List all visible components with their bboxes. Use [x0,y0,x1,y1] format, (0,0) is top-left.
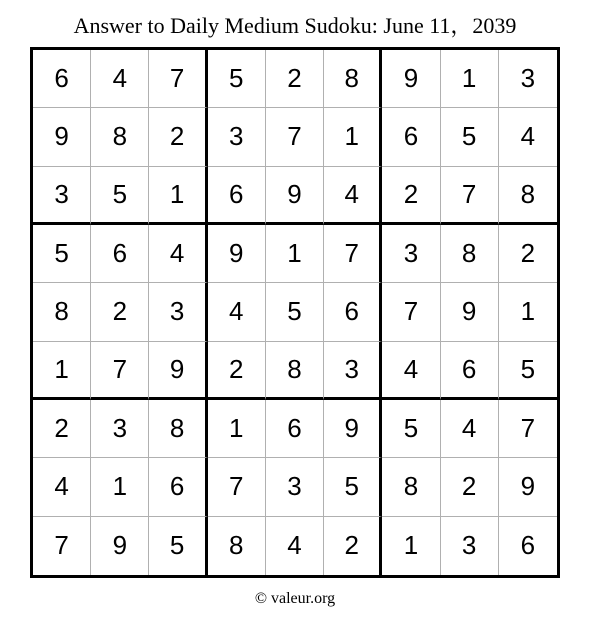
sudoku-cell: 1 [149,167,207,225]
sudoku-cell: 7 [91,342,149,400]
sudoku-cell: 4 [441,400,499,458]
sudoku-cell: 7 [382,283,440,341]
sudoku-cell: 1 [382,517,440,575]
sudoku-cell: 8 [499,167,557,225]
sudoku-cell: 4 [149,225,207,283]
sudoku-cell: 7 [208,458,266,516]
sudoku-cell: 7 [324,225,382,283]
sudoku-cell: 9 [33,108,91,166]
sudoku-cell: 6 [33,50,91,108]
sudoku-cell: 2 [91,283,149,341]
sudoku-cell: 5 [382,400,440,458]
sudoku-cell: 6 [91,225,149,283]
sudoku-cell: 3 [382,225,440,283]
sudoku-cell: 1 [266,225,324,283]
sudoku-cell: 6 [324,283,382,341]
sudoku-cell: 4 [33,458,91,516]
sudoku-cell: 9 [91,517,149,575]
sudoku-cell: 8 [441,225,499,283]
sudoku-cell: 7 [149,50,207,108]
sudoku-cell: 5 [208,50,266,108]
sudoku-cell: 2 [382,167,440,225]
sudoku-cell: 5 [266,283,324,341]
sudoku-cell: 1 [33,342,91,400]
copyright-footer: © valeur.org [254,590,336,607]
sudoku-cell: 6 [520,530,536,561]
sudoku-cell: 5 [91,167,149,225]
sudoku-cell: 4 [382,342,440,400]
sudoku-cell: 8 [208,517,266,575]
sudoku-cell: 8 [382,458,440,516]
sudoku-cell: 6 [149,458,207,516]
sudoku-cell: 8 [33,283,91,341]
sudoku-cell: 3 [91,400,149,458]
sudoku-cell: 8 [91,108,149,166]
sudoku-cell: 9 [324,400,382,458]
sudoku-cell: 2 [266,50,324,108]
sudoku-cell: 5 [441,108,499,166]
sudoku-cell: 2 [441,458,499,516]
sudoku-cell: 1 [441,50,499,108]
sudoku-cell: 4 [324,167,382,225]
sudoku-cell: 9 [382,50,440,108]
sudoku-cell: 1 [208,400,266,458]
sudoku-cell: 1 [324,108,382,166]
sudoku-cell: 7 [266,108,324,166]
sudoku-cell: 6 [208,167,266,225]
sudoku-cell: 1 [91,458,149,516]
sudoku-cell: 9 [266,167,324,225]
sudoku-cell: 7 [33,517,91,575]
sudoku-cell: 2 [324,517,382,575]
sudoku-cell: 2 [33,400,91,458]
sudoku-cell: 3 [499,50,557,108]
sudoku-cell: 9 [149,342,207,400]
sudoku-cell: 8 [266,342,324,400]
sudoku-cell: 8 [149,400,207,458]
sudoku-cell: 5 [324,458,382,516]
sudoku-cell: 9 [208,225,266,283]
sudoku-cell: 2 [208,342,266,400]
sudoku-cell: 6 [266,400,324,458]
sudoku-cell: 4 [208,283,266,341]
sudoku-cell: 3 [149,283,207,341]
sudoku-board [30,47,560,578]
sudoku-cell: 7 [499,400,557,458]
sudoku-cell: 2 [499,225,557,283]
sudoku-cell: 5 [149,517,207,575]
sudoku-cell: 8 [324,50,382,108]
sudoku-cell: 4 [91,50,149,108]
sudoku-cell: 4 [266,517,324,575]
sudoku-cell: 4 [499,108,557,166]
page-title: Answer to Daily Medium Sudoku: June 11，2039 [73,13,517,38]
sudoku-cell: 9 [499,458,557,516]
sudoku-cell: 3 [441,517,499,575]
sudoku-cell: 5 [499,342,557,400]
sudoku-cell: 5 [33,225,91,283]
sudoku-cell: 1 [499,283,557,341]
sudoku-cell: 3 [324,342,382,400]
sudoku-cell: 9 [441,283,499,341]
sudoku-cell: 6 [382,108,440,166]
sudoku-cell: 3 [208,108,266,166]
sudoku-cell: 3 [266,458,324,516]
sudoku-cell: 3 [33,167,91,225]
sudoku-cell: 2 [149,108,207,166]
sudoku-cell: 6 [441,342,499,400]
sudoku-cell: 7 [441,167,499,225]
